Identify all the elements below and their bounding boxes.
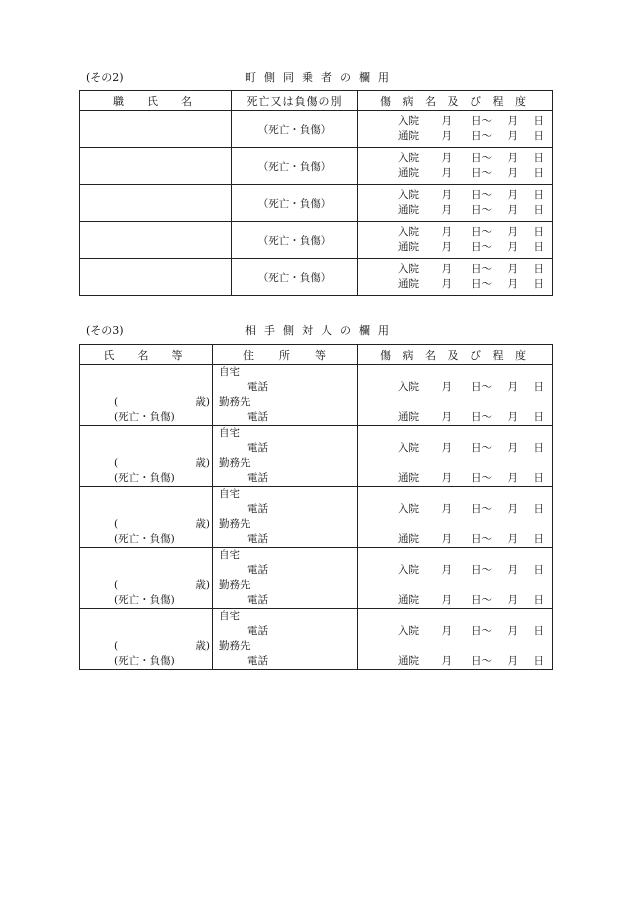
month-to: 月 xyxy=(507,381,518,393)
other-party-row xyxy=(80,609,553,670)
day-from: 日〜 xyxy=(471,167,492,179)
day-from: 日〜 xyxy=(471,204,492,216)
visit-kind: 通院 xyxy=(398,411,419,423)
month-from: 月 xyxy=(441,241,452,253)
day-to: 日 xyxy=(533,411,544,423)
month-from: 月 xyxy=(441,411,452,423)
name-field[interactable] xyxy=(80,426,213,487)
day-from: 日〜 xyxy=(471,442,492,454)
home-phone-label: 電話 xyxy=(247,625,268,637)
work-phone-label: 電話 xyxy=(247,655,268,667)
address-field[interactable] xyxy=(213,487,358,548)
day-from: 日〜 xyxy=(471,564,492,576)
other-party-row xyxy=(80,426,553,487)
name-field[interactable] xyxy=(80,548,213,609)
status-text: （死亡・負傷） xyxy=(257,271,332,284)
date-line xyxy=(358,262,552,277)
day-from: 日〜 xyxy=(471,594,492,606)
date-line xyxy=(358,203,552,218)
section2-table xyxy=(79,90,553,296)
work-phone-label: 電話 xyxy=(247,533,268,545)
injury-degree-field[interactable] xyxy=(358,548,553,609)
date-line xyxy=(358,654,552,669)
death-injury-field[interactable] xyxy=(232,259,358,296)
date-line xyxy=(358,410,552,425)
month-from: 月 xyxy=(441,263,452,275)
month-from: 月 xyxy=(441,381,452,393)
date-line xyxy=(358,240,552,255)
name-field[interactable] xyxy=(80,259,232,296)
day-from: 日〜 xyxy=(471,152,492,164)
day-to: 日 xyxy=(533,130,544,142)
work-label: 勤務先 xyxy=(219,518,251,530)
status-text: (死亡・負傷) xyxy=(114,655,175,667)
passenger-row xyxy=(80,185,553,222)
day-from: 日〜 xyxy=(471,533,492,545)
month-from: 月 xyxy=(441,278,452,290)
visit-kind: 通院 xyxy=(398,204,419,216)
status-text: (死亡・負傷) xyxy=(114,533,175,545)
date-line xyxy=(358,151,552,166)
death-injury-field[interactable] xyxy=(232,222,358,259)
day-from: 日〜 xyxy=(471,625,492,637)
day-to: 日 xyxy=(533,189,544,201)
status-text: （死亡・負傷） xyxy=(257,234,332,247)
address-field[interactable] xyxy=(213,609,358,670)
day-to: 日 xyxy=(533,625,544,637)
address-field[interactable] xyxy=(213,365,358,426)
date-line xyxy=(358,471,552,486)
day-from: 日〜 xyxy=(471,241,492,253)
visit-kind: 通院 xyxy=(398,533,419,545)
section2-title: 町側同乗者の欄用 xyxy=(245,71,397,84)
day-to: 日 xyxy=(533,655,544,667)
work-label: 勤務先 xyxy=(219,396,251,408)
date-line xyxy=(358,225,552,240)
status-text: (死亡・負傷) xyxy=(114,472,175,484)
status-text: (死亡・負傷) xyxy=(114,594,175,606)
visit-kind: 入院 xyxy=(398,189,419,201)
day-from: 日〜 xyxy=(471,130,492,142)
month-from: 月 xyxy=(441,189,452,201)
header-name: 氏 名 等 xyxy=(80,345,213,365)
status-text: （死亡・負傷） xyxy=(257,123,332,136)
visit-kind: 通院 xyxy=(398,278,419,290)
section3-title: 相手側対人の欄用 xyxy=(245,324,397,337)
visit-kind: 通院 xyxy=(398,594,419,606)
month-to: 月 xyxy=(507,533,518,545)
date-line xyxy=(358,502,552,517)
month-from: 月 xyxy=(441,442,452,454)
visit-kind: 通院 xyxy=(398,655,419,667)
day-to: 日 xyxy=(533,503,544,515)
name-field[interactable] xyxy=(80,185,232,222)
section3-label: (その3) xyxy=(86,324,124,337)
home-label: 自宅 xyxy=(219,427,240,439)
month-to: 月 xyxy=(507,503,518,515)
injury-degree-field[interactable] xyxy=(358,185,553,222)
home-label: 自宅 xyxy=(219,549,240,561)
visit-kind: 入院 xyxy=(398,152,419,164)
month-from: 月 xyxy=(441,472,452,484)
visit-kind: 入院 xyxy=(398,564,419,576)
home-phone-label: 電話 xyxy=(247,564,268,576)
day-to: 日 xyxy=(533,381,544,393)
month-from: 月 xyxy=(441,167,452,179)
injury-degree-field[interactable] xyxy=(358,609,553,670)
name-field[interactable] xyxy=(80,111,232,148)
home-phone-label: 電話 xyxy=(247,381,268,393)
month-from: 月 xyxy=(441,130,452,142)
visit-kind: 入院 xyxy=(398,625,419,637)
address-field[interactable] xyxy=(213,548,358,609)
name-field[interactable] xyxy=(80,148,232,185)
month-to: 月 xyxy=(507,442,518,454)
visit-kind: 入院 xyxy=(398,263,419,275)
date-line xyxy=(358,563,552,578)
month-to: 月 xyxy=(507,226,518,238)
date-line xyxy=(358,188,552,203)
day-to: 日 xyxy=(533,152,544,164)
visit-kind: 入院 xyxy=(398,442,419,454)
day-from: 日〜 xyxy=(471,503,492,515)
date-line xyxy=(358,129,552,144)
month-to: 月 xyxy=(507,115,518,127)
visit-kind: 入院 xyxy=(398,381,419,393)
other-party-row xyxy=(80,365,553,426)
home-label: 自宅 xyxy=(219,366,240,378)
other-party-row xyxy=(80,548,553,609)
visit-kind: 入院 xyxy=(398,115,419,127)
day-to: 日 xyxy=(533,167,544,179)
month-from: 月 xyxy=(441,503,452,515)
status-text: （死亡・負傷） xyxy=(257,160,332,173)
day-from: 日〜 xyxy=(471,263,492,275)
home-label: 自宅 xyxy=(219,610,240,622)
status-text: （死亡・負傷） xyxy=(257,197,332,210)
month-to: 月 xyxy=(507,263,518,275)
day-to: 日 xyxy=(533,115,544,127)
month-to: 月 xyxy=(507,167,518,179)
month-from: 月 xyxy=(441,226,452,238)
month-from: 月 xyxy=(441,625,452,637)
death-injury-field[interactable] xyxy=(232,111,358,148)
day-to: 日 xyxy=(533,533,544,545)
passenger-row xyxy=(80,222,553,259)
age-field: ( 歳) xyxy=(114,579,210,591)
home-label: 自宅 xyxy=(219,488,240,500)
month-to: 月 xyxy=(507,130,518,142)
day-from: 日〜 xyxy=(471,411,492,423)
date-line xyxy=(358,380,552,395)
day-to: 日 xyxy=(533,442,544,454)
month-to: 月 xyxy=(507,411,518,423)
day-from: 日〜 xyxy=(471,472,492,484)
month-from: 月 xyxy=(441,204,452,216)
status-text: (死亡・負傷) xyxy=(114,411,175,423)
work-phone-label: 電話 xyxy=(247,594,268,606)
header-address: 住 所 等 xyxy=(213,345,358,365)
month-to: 月 xyxy=(507,594,518,606)
injury-degree-field[interactable] xyxy=(358,111,553,148)
month-to: 月 xyxy=(507,241,518,253)
visit-kind: 入院 xyxy=(398,226,419,238)
date-line xyxy=(358,624,552,639)
day-from: 日〜 xyxy=(471,381,492,393)
work-phone-label: 電話 xyxy=(247,411,268,423)
passenger-row xyxy=(80,148,553,185)
injury-degree-field[interactable] xyxy=(358,365,553,426)
month-from: 月 xyxy=(441,115,452,127)
month-to: 月 xyxy=(507,278,518,290)
visit-kind: 入院 xyxy=(398,503,419,515)
date-line xyxy=(358,277,552,292)
passenger-row xyxy=(80,111,553,148)
day-from: 日〜 xyxy=(471,655,492,667)
date-line xyxy=(358,114,552,129)
day-to: 日 xyxy=(533,263,544,275)
day-from: 日〜 xyxy=(471,226,492,238)
injury-degree-field[interactable] xyxy=(358,259,553,296)
injury-degree-field[interactable] xyxy=(358,487,553,548)
name-field[interactable] xyxy=(80,365,213,426)
home-phone-label: 電話 xyxy=(247,503,268,515)
header-injury-degree: 傷 病 名 及 び 程 度 xyxy=(358,345,553,365)
month-to: 月 xyxy=(507,472,518,484)
date-line xyxy=(358,593,552,608)
day-to: 日 xyxy=(533,204,544,216)
death-injury-field[interactable] xyxy=(232,148,358,185)
death-injury-field[interactable] xyxy=(232,185,358,222)
day-to: 日 xyxy=(533,278,544,290)
month-from: 月 xyxy=(441,152,452,164)
visit-kind: 通院 xyxy=(398,472,419,484)
month-to: 月 xyxy=(507,152,518,164)
work-label: 勤務先 xyxy=(219,457,251,469)
age-field: ( 歳) xyxy=(114,640,210,652)
visit-kind: 通院 xyxy=(398,167,419,179)
visit-kind: 通院 xyxy=(398,130,419,142)
injury-degree-field[interactable] xyxy=(358,222,553,259)
work-label: 勤務先 xyxy=(219,579,251,591)
section2-label: (その2) xyxy=(86,71,124,84)
passenger-row xyxy=(80,259,553,296)
age-field: ( 歳) xyxy=(114,518,210,530)
address-field[interactable] xyxy=(213,426,358,487)
month-from: 月 xyxy=(441,564,452,576)
date-line xyxy=(358,441,552,456)
injury-degree-field[interactable] xyxy=(358,148,553,185)
month-from: 月 xyxy=(441,594,452,606)
name-field[interactable] xyxy=(80,222,232,259)
name-field[interactable] xyxy=(80,487,213,548)
month-from: 月 xyxy=(441,533,452,545)
day-from: 日〜 xyxy=(471,115,492,127)
section2-header-row xyxy=(80,91,553,111)
month-from: 月 xyxy=(441,655,452,667)
section3-header-row xyxy=(80,345,553,365)
day-to: 日 xyxy=(533,594,544,606)
visit-kind: 通院 xyxy=(398,241,419,253)
date-line xyxy=(358,166,552,181)
month-to: 月 xyxy=(507,655,518,667)
day-from: 日〜 xyxy=(471,278,492,290)
injury-degree-field[interactable] xyxy=(358,426,553,487)
work-label: 勤務先 xyxy=(219,640,251,652)
month-to: 月 xyxy=(507,564,518,576)
month-to: 月 xyxy=(507,189,518,201)
month-to: 月 xyxy=(507,204,518,216)
work-phone-label: 電話 xyxy=(247,472,268,484)
header-name: 職 氏 名 xyxy=(80,91,232,111)
day-to: 日 xyxy=(533,226,544,238)
day-to: 日 xyxy=(533,472,544,484)
name-field[interactable] xyxy=(80,609,213,670)
age-field: ( 歳) xyxy=(114,457,210,469)
day-from: 日〜 xyxy=(471,189,492,201)
month-to: 月 xyxy=(507,625,518,637)
age-field: ( 歳) xyxy=(114,396,210,408)
header-death-injury: 死亡又は負傷の別 xyxy=(232,91,358,111)
day-to: 日 xyxy=(533,241,544,253)
header-injury-degree: 傷 病 名 及 び 程 度 xyxy=(358,91,553,111)
section3-table xyxy=(79,344,553,670)
day-to: 日 xyxy=(533,564,544,576)
date-line xyxy=(358,532,552,547)
other-party-row xyxy=(80,487,553,548)
home-phone-label: 電話 xyxy=(247,442,268,454)
